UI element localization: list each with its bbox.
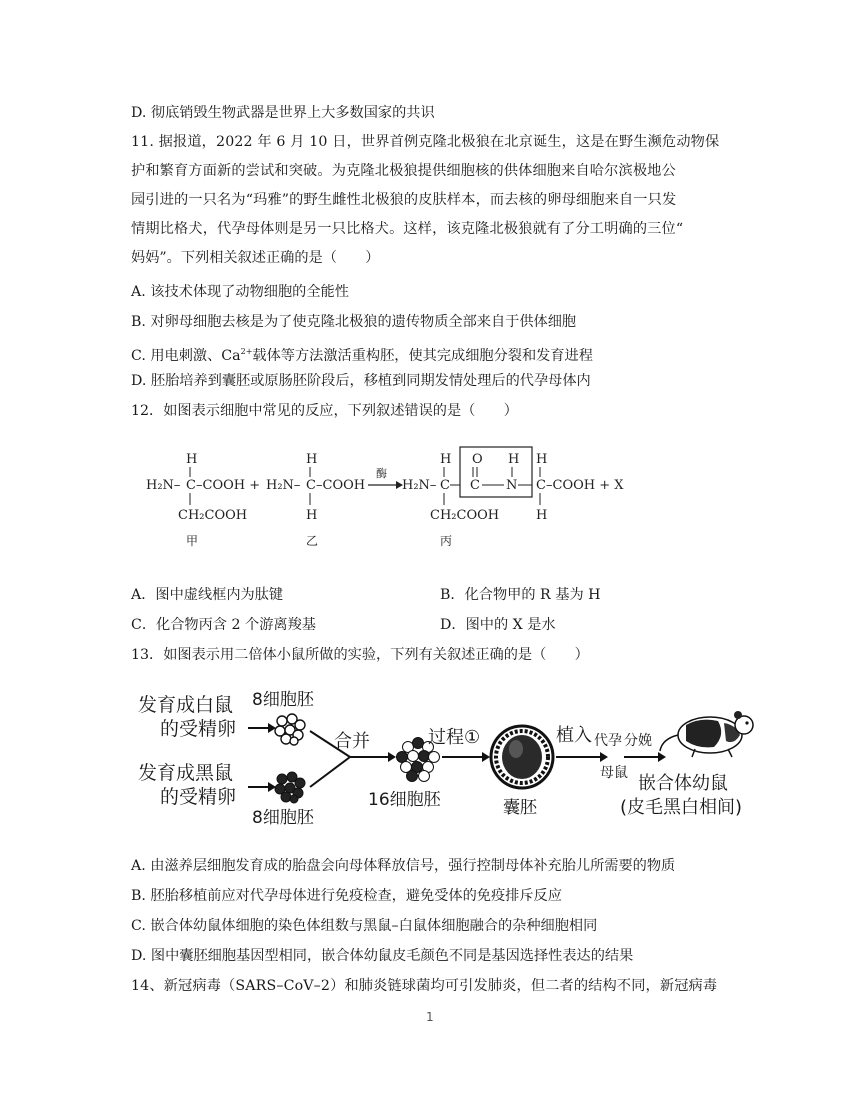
peptide-reaction-figure (140, 445, 660, 555)
q12-option-a: A．图中虚线框内为肽键 (131, 587, 284, 603)
chimera-mouse-icon (660, 711, 753, 757)
chimera-label-1: 嵌合体幼鼠 (638, 773, 728, 794)
blastocyst-label: 囊胚 (503, 798, 537, 818)
page-number: 1 (426, 1010, 434, 1024)
process-1-label: 过程① (428, 727, 481, 748)
bing-h-bottom: H (536, 508, 548, 523)
jia-ch2cooh: CH₂COOH (178, 508, 248, 523)
q11-stem-4: 情期比格犬，代孕母体则是另一只比格犬。这样，该克隆北极狼就有了分工明确的三位“ (131, 221, 684, 237)
q13-option-c: C. 嵌合体幼鼠体细胞的染色体组数与黑鼠–白鼠体细胞融合的杂种细胞相同 (131, 918, 598, 934)
jia-h2n: H₂N– (146, 478, 181, 493)
bing-h2n: H₂N– (402, 478, 437, 493)
q13-option-d: D. 图中囊胚细胞基因型相同，嵌合体幼鼠皮毛颜色不同是基因选择性表达的结果 (131, 948, 634, 964)
q11-option-a: A. 该技术体现了动物细胞的全能性 (131, 284, 349, 300)
white-egg-label-2: 的受精卵 (160, 718, 237, 740)
q11-option-c-start: C. 用电刺激、Ca (131, 348, 241, 364)
blastocyst (491, 726, 553, 788)
bond-o: O (472, 452, 483, 467)
q14-stem: 14、新冠病毒（SARS–CoV–2）和肺炎链球菌均可引发肺炎，但二者的结构不同，新冠病毒 (131, 978, 718, 994)
q11-option-d: D. 胚胎培养到囊胚或原肠胚阶段后，移植到同期发情处理后的代孕母体内 (131, 373, 591, 389)
yi-cooh: –COOH (316, 478, 366, 493)
q13-stem: 13．如图表示用二倍体小鼠所做的实验，下列有关叙述正确的是（ ） (131, 647, 589, 663)
enzyme-label: 酶 (376, 467, 387, 480)
black-egg-label-1: 发育成黑鼠 (138, 762, 234, 784)
label-bing: 丙 (440, 534, 453, 548)
q11-stem-5: 妈妈”。下列相关叙述正确的是（ ） (131, 250, 380, 266)
label-yi: 乙 (306, 534, 319, 548)
q12-option-d: D．图中的 X 是水 (440, 617, 556, 633)
eight-cell-label-top: 8细胞胚 (252, 690, 314, 710)
merge-label: 合并 (334, 731, 370, 752)
bing-ch2cooh: CH₂COOH (430, 508, 500, 523)
black-eight-cell-embryo (275, 772, 305, 803)
q11-option-c (131, 342, 593, 366)
label-jia: 甲 (186, 534, 199, 548)
implant-label: 植入 (556, 725, 592, 746)
q11-stem-2: 护和繁育方面新的尝试和突破。为克隆北极狼提供细胞核的供体细胞来自哈尔滨极地公 (131, 163, 676, 179)
bing-c2: C (536, 478, 546, 493)
chimera-label-2: (皮毛黑白相间) (620, 797, 743, 818)
q12-option-b: B．化合物甲的 R 基为 H (440, 587, 601, 603)
jia-c: C (186, 478, 196, 493)
bond-n: N (506, 478, 518, 493)
q13-option-b: B. 胚胎移植前应对代孕母体进行免疫检查，避免受体的免疫排斥反应 (131, 888, 562, 904)
birth-label: 分娩 (624, 733, 652, 749)
white-eight-cell-embryo (275, 714, 305, 745)
surrogate-label-1: 代孕 (594, 733, 622, 749)
yi-h2n: H₂N– (266, 478, 301, 493)
sixteen-cell-label: 16细胞胚 (368, 790, 441, 810)
bond-c: C (470, 478, 480, 493)
q11-stem-1: 11. 据报道，2022 年 6 月 10 日，世界首例克隆北极狼在北京诞生，这是在野生濒危动物保 (131, 134, 720, 150)
q13-option-a: A. 由滋养层细胞发育成的胎盘会向母体释放信号，强行控制母体补充胎儿所需要的物质 (131, 858, 676, 874)
jia-cooh: –COOH + (196, 478, 261, 493)
yi-h-top: H (306, 452, 318, 467)
black-egg-label-2: 的受精卵 (160, 786, 237, 808)
bing-cooh-x: –COOH + X (546, 478, 624, 493)
bing-c1: C (440, 478, 450, 493)
eight-cell-label-bottom: 8细胞胚 (252, 808, 314, 828)
bing-h-top-right: H (536, 452, 548, 467)
yi-c: C (306, 478, 316, 493)
q11-stem-3: 园引进的一只名为“玛雅”的野生雌性北极狼的皮肤样本，而去核的卵母细胞来自一只发 (131, 192, 677, 208)
jia-h-top: H (186, 452, 198, 467)
bond-h: H (508, 452, 520, 467)
white-egg-label-1: 发育成白鼠 (138, 694, 234, 716)
q12-stem: 12．如图表示细胞中常见的反应，下列叙述错误的是（ ） (131, 403, 518, 419)
ca-charge: 2+ (240, 347, 253, 356)
line-q10d: D. 彻底销毁生物武器是世界上大多数国家的共识 (131, 105, 435, 121)
chimera-mouse-figure (130, 685, 760, 830)
bing-h-top: H (440, 452, 452, 467)
surrogate-label-2: 母鼠 (600, 765, 628, 781)
yi-h-bottom: H (306, 508, 318, 523)
q12-option-c: C．化合物丙含 2 个游离羧基 (131, 617, 316, 633)
q11-option-c-rest: 载体等方法激活重构胚，使其完成细胞分裂和发育进程 (252, 348, 593, 364)
q11-option-b: B. 对卵母细胞去核是为了使克隆北极狼的遗传物质全部来自于供体细胞 (131, 314, 577, 330)
